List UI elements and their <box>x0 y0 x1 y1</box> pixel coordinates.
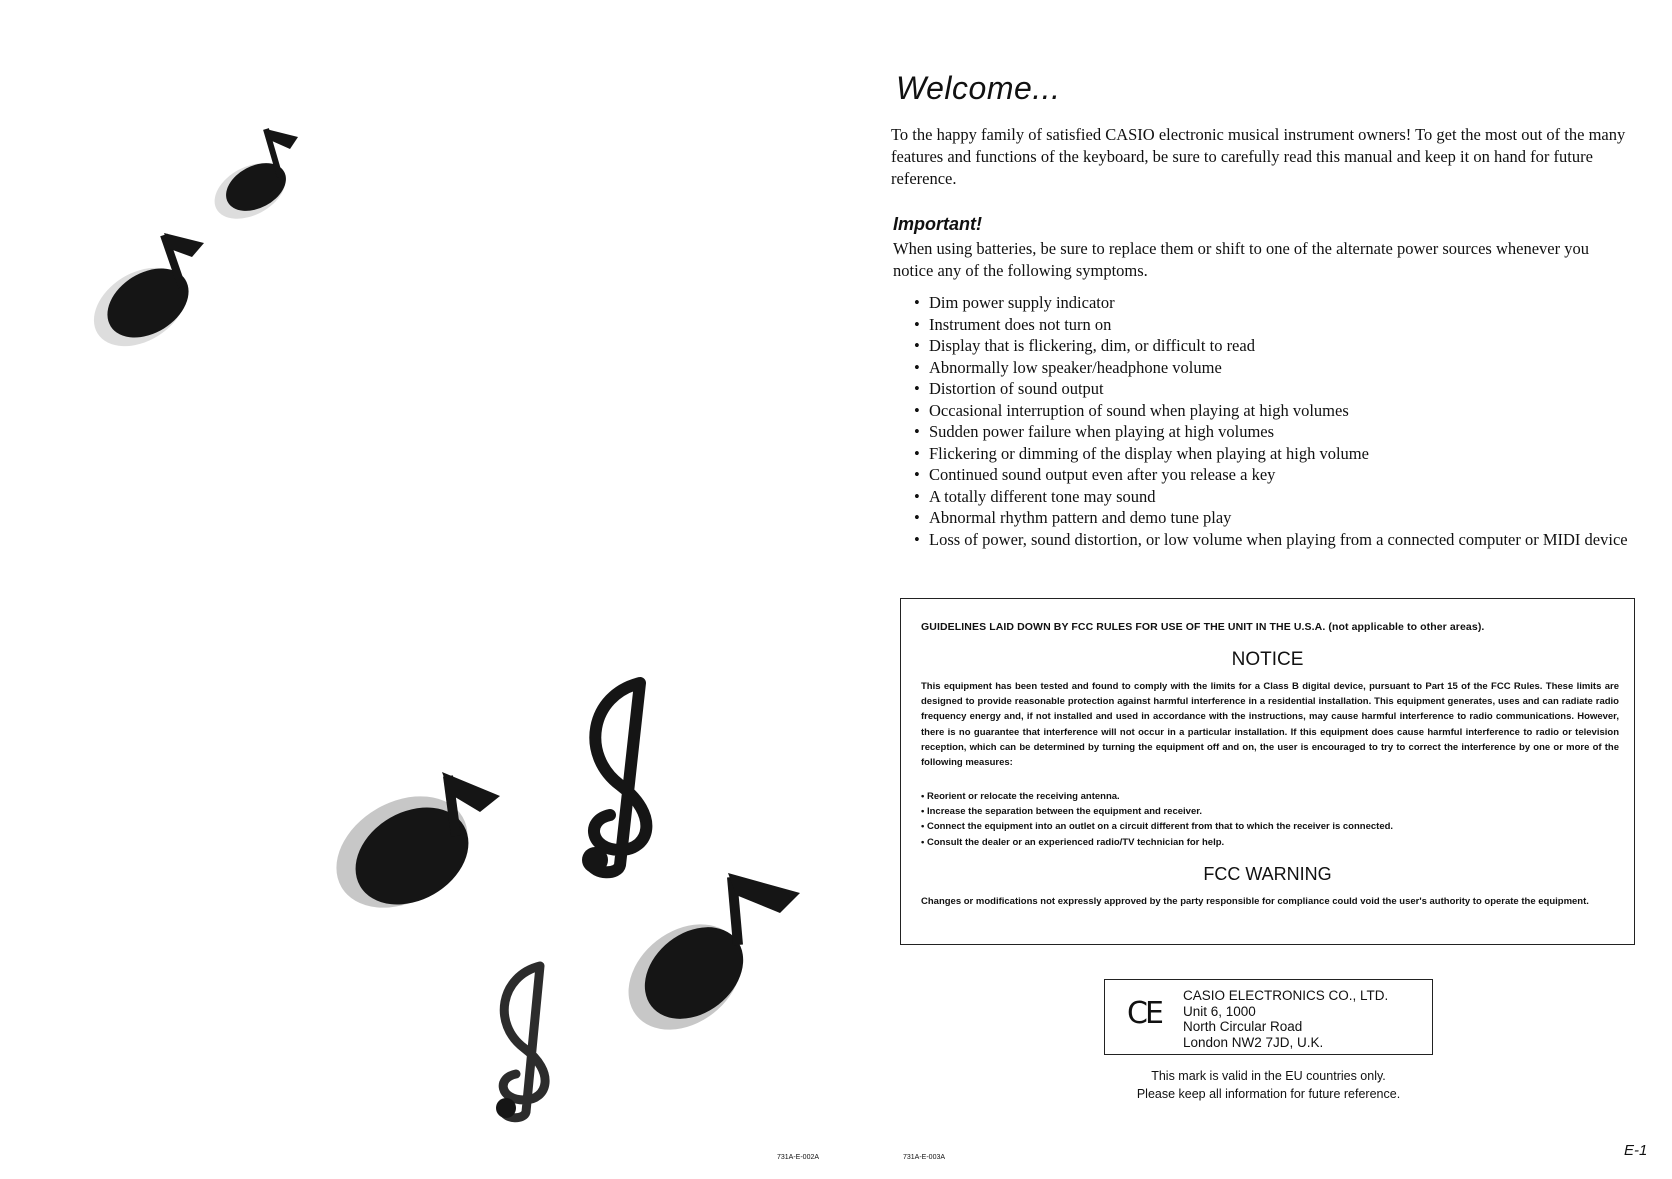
fcc-guidelines: GUIDELINES LAID DOWN BY FCC RULES FOR USE OF THE UNIT IN THE U.S.A. (not applicable to other areas). <box>921 621 1485 633</box>
list-item: • Reorient or relocate the receiving antenna. <box>921 789 1619 804</box>
list-item: • Sudden power failure when playing at high volumes <box>914 421 1634 443</box>
list-item: • Occasional interruption of sound when playing at high volumes <box>914 400 1634 422</box>
ce-note <box>1046 1068 1491 1103</box>
list-item: • Flickering or dimming of the display when playing at high volume <box>914 443 1634 465</box>
important-heading: Important! <box>893 214 982 234</box>
list-item: • Dim power supply indicator <box>914 292 1634 314</box>
document-code: 731A-E-002A <box>777 1154 820 1161</box>
company-name: CASIO ELECTRONICS CO., LTD. <box>1183 988 1389 1003</box>
treble-clef-icon <box>470 960 600 1125</box>
ce-note-line: Please keep all information for future reference. <box>1136 1086 1401 1101</box>
list-item: • Distortion of sound output <box>914 378 1634 400</box>
measures-list <box>921 789 1619 850</box>
eighth-note-icon <box>80 225 220 355</box>
page-title: Welcome... <box>896 70 1061 106</box>
list-item: • Instrument does not turn on <box>914 314 1634 336</box>
list-item: • Loss of power, sound distortion, or low volume when playing from a connected computer or MIDI device <box>914 529 1634 551</box>
list-item: • Display that is flickering, dim, or difficult to read <box>914 335 1634 357</box>
intro-paragraph: To the happy family of satisfied CASIO electronic musical instrument owners! To get the most out of the many features and functions of the keyboard, be sure to carefully read this manual and keep it on hand for future reference. <box>891 125 1626 188</box>
fcc-warning-heading: FCC WARNING <box>1203 864 1332 884</box>
notice-heading: NOTICE <box>1231 649 1304 670</box>
document-code: 731A-E-003A <box>903 1154 946 1161</box>
company-address <box>1183 988 1388 1050</box>
list-item: • Continued sound output even after you release a key <box>914 464 1634 486</box>
list-item: • Abnormal rhythm pattern and demo tune play <box>914 507 1634 529</box>
fcc-warning-body: Changes or modifications not expressly approved by the party responsible for compliance could void the user's authority to operate the equipment. <box>921 896 1589 907</box>
ce-mark-icon: CE <box>1127 996 1161 1031</box>
notice-body: This equipment has been tested and found to comply with the limits for a Class B digital device, pursuant to Part 15 of the FCC Rules. These limits are designed to provide reasonable protection against harmful interference in a residential installation. This equipment generates, uses and can radiate radio frequency energy and, if not installed and used in accordance with the instructions, may cause harmful interference to radio communications. However, there is no guarantee that interference will not occur in a particular installation. If this equipment does cause harmful interference to radio or television reception, which can be determined by turning the equipment off and on, the user is encouraged to try to correct the interference by one or more of the following measures: <box>921 681 1619 769</box>
symptom-list <box>914 292 1634 550</box>
eighth-note-icon <box>610 865 810 1035</box>
page-number: E-1 <box>1624 1142 1648 1159</box>
right-page <box>836 0 1672 1179</box>
address-line: North Circular Road <box>1183 1019 1303 1034</box>
fcc-notice-box <box>900 598 1635 945</box>
address-line: Unit 6, 1000 <box>1183 1003 1256 1019</box>
ce-note-line: This mark is valid in the EU countries only. <box>1151 1069 1386 1083</box>
important-paragraph: When using batteries, be sure to replace them or shift to one of the alternate power sources whenever you notice any of the following symptoms. <box>893 239 1589 280</box>
list-item: • Connect the equipment into an outlet on a circuit different from that to which the receiver is connected. <box>921 819 1619 834</box>
ce-address-box <box>1104 979 1433 1055</box>
treble-clef-icon <box>550 675 700 880</box>
eighth-note-icon <box>330 760 540 920</box>
eighth-note-icon <box>200 115 310 220</box>
list-item: • Abnormally low speaker/headphone volume <box>914 357 1634 379</box>
list-item: • Increase the separation between the equipment and receiver. <box>921 804 1619 819</box>
list-item: • Consult the dealer or an experienced radio/TV technician for help. <box>921 835 1619 850</box>
list-item: • A totally different tone may sound <box>914 486 1634 508</box>
address-line: London NW2 7JD, U.K. <box>1183 1034 1324 1050</box>
